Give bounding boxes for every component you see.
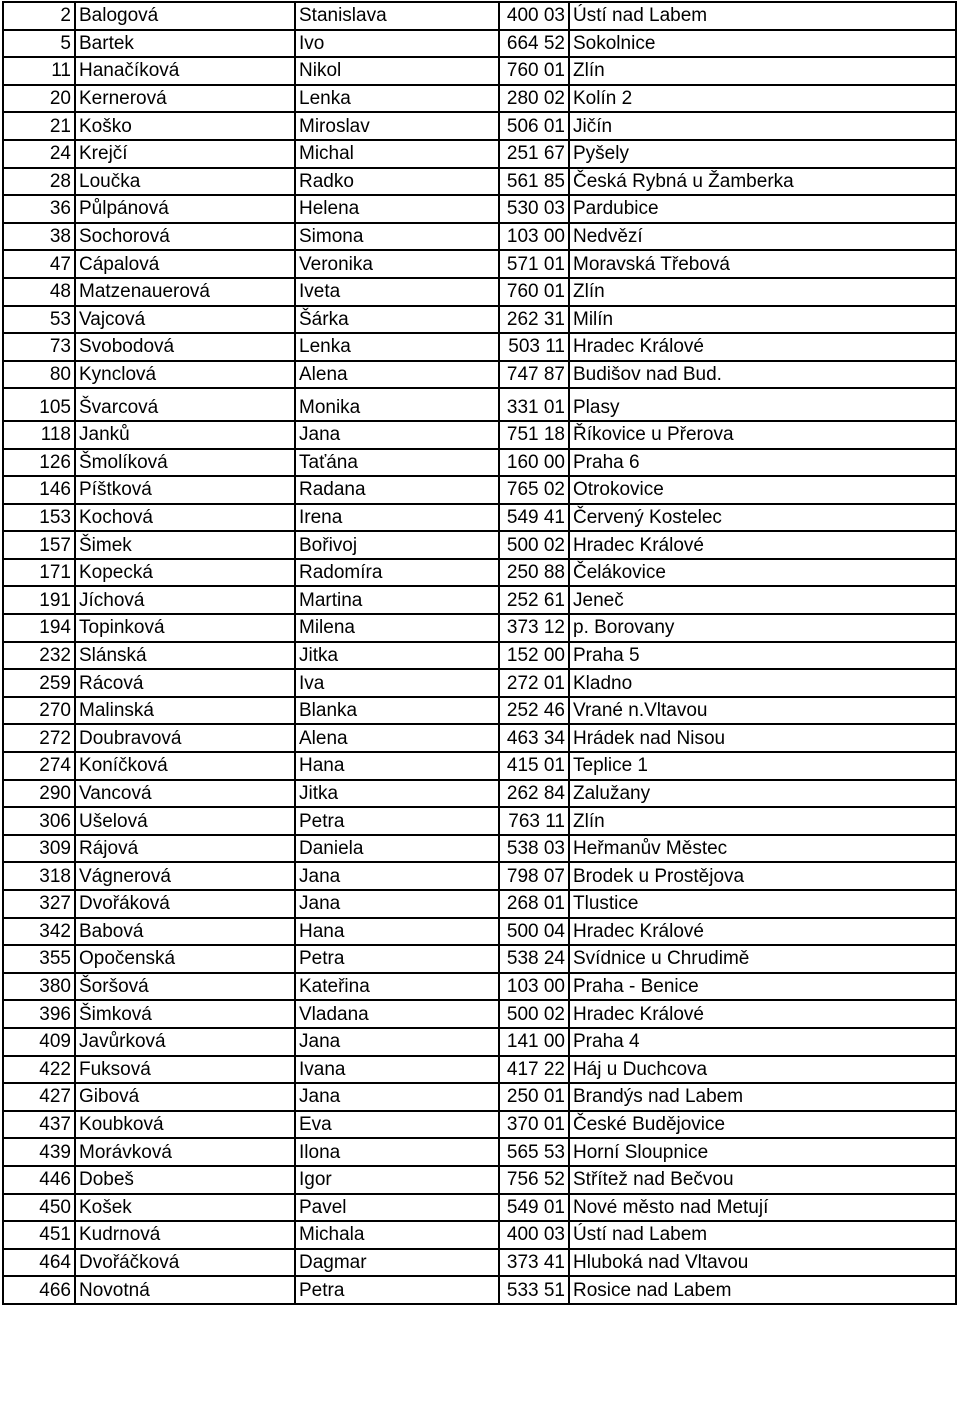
zip-code-cell: 250 88 [499,559,569,587]
surname-cell: Cápalová [75,250,295,278]
zip-code-cell: 331 01 [499,388,569,421]
first-name-cell: Kateřina [295,973,499,1001]
first-name-cell: Alena [295,724,499,752]
table-row [3,807,956,835]
surname-cell: Balogová [75,2,295,30]
table-row [3,1000,956,1028]
row-number-cell: 11 [3,57,75,85]
city-cell: Zlín [569,57,956,85]
zip-code-cell: 538 03 [499,835,569,863]
row-number-cell: 48 [3,278,75,306]
surname-cell: Píštková [75,476,295,504]
zip-code-cell: 533 51 [499,1276,569,1304]
first-name-cell: Bořivoj [295,531,499,559]
zip-code-cell: 417 22 [499,1056,569,1084]
row-number-cell: 191 [3,586,75,614]
zip-code-cell: 760 01 [499,57,569,85]
zip-code-cell: 538 24 [499,945,569,973]
row-number-cell: 36 [3,195,75,223]
city-cell: Ústí nad Labem [569,1221,956,1249]
city-cell: Tlustice [569,890,956,918]
row-number-cell: 451 [3,1221,75,1249]
participant-table-body [3,2,956,1304]
row-number-cell: 306 [3,807,75,835]
zip-code-cell: 747 87 [499,361,569,389]
zip-code-cell: 463 34 [499,724,569,752]
zip-code-cell: 373 41 [499,1249,569,1277]
city-cell: Ústí nad Labem [569,2,956,30]
row-number-cell: 327 [3,890,75,918]
city-cell: České Budějovice [569,1111,956,1139]
zip-code-cell: 152 00 [499,642,569,670]
zip-code-cell: 500 02 [499,531,569,559]
surname-cell: Švarcová [75,388,295,421]
first-name-cell: Lenka [295,85,499,113]
first-name-cell: Martina [295,586,499,614]
city-cell: Hluboká nad Vltavou [569,1249,956,1277]
zip-code-cell: 103 00 [499,223,569,251]
zip-code-cell: 160 00 [499,449,569,477]
row-number-cell: 24 [3,140,75,168]
city-cell: Sokolnice [569,30,956,58]
zip-code-cell: 370 01 [499,1111,569,1139]
first-name-cell: Hana [295,918,499,946]
city-cell: Nedvězí [569,223,956,251]
table-row [3,168,956,196]
zip-code-cell: 549 01 [499,1194,569,1222]
row-number-cell: 146 [3,476,75,504]
row-number-cell: 171 [3,559,75,587]
city-cell: Červený Kostelec [569,504,956,532]
zip-code-cell: 262 84 [499,780,569,808]
surname-cell: Koubková [75,1111,295,1139]
first-name-cell: Hana [295,752,499,780]
city-cell: Jičín [569,112,956,140]
row-number-cell: 53 [3,306,75,334]
city-cell: Kolín 2 [569,85,956,113]
surname-cell: Vágnerová [75,862,295,890]
zip-code-cell: 268 01 [499,890,569,918]
row-number-cell: 21 [3,112,75,140]
surname-cell: Šoršová [75,973,295,1001]
first-name-cell: Dagmar [295,1249,499,1277]
surname-cell: Vajcová [75,306,295,334]
zip-code-cell: 549 41 [499,504,569,532]
surname-cell: Bartek [75,30,295,58]
row-number-cell: 118 [3,421,75,449]
city-cell: Brodek u Prostějova [569,862,956,890]
table-row [3,918,956,946]
table-row [3,476,956,504]
zip-code-cell: 756 52 [499,1166,569,1194]
row-number-cell: 5 [3,30,75,58]
table-row [3,2,956,30]
city-cell: Heřmanův Městec [569,835,956,863]
surname-cell: Ušelová [75,807,295,835]
table-row [3,1194,956,1222]
first-name-cell: Ivo [295,30,499,58]
row-number-cell: 274 [3,752,75,780]
table-row [3,195,956,223]
first-name-cell: Taťána [295,449,499,477]
surname-cell: Hanačíková [75,57,295,85]
table-row [3,1111,956,1139]
city-cell: Teplice 1 [569,752,956,780]
surname-cell: Koško [75,112,295,140]
city-cell: Pardubice [569,195,956,223]
zip-code-cell: 798 07 [499,862,569,890]
zip-code-cell: 500 02 [499,1000,569,1028]
surname-cell: Košek [75,1194,295,1222]
first-name-cell: Milena [295,614,499,642]
city-cell: Zlín [569,807,956,835]
table-row [3,223,956,251]
table-row [3,697,956,725]
city-cell: Rosice nad Labem [569,1276,956,1304]
city-cell: Nové město nad Metují [569,1194,956,1222]
table-row [3,945,956,973]
zip-code-cell: 760 01 [499,278,569,306]
row-number-cell: 28 [3,168,75,196]
table-row [3,306,956,334]
surname-cell: Janků [75,421,295,449]
surname-cell: Topinková [75,614,295,642]
zip-code-cell: 251 67 [499,140,569,168]
table-row [3,752,956,780]
zip-code-cell: 751 18 [499,421,569,449]
first-name-cell: Blanka [295,697,499,725]
first-name-cell: Helena [295,195,499,223]
surname-cell: Vancová [75,780,295,808]
row-number-cell: 20 [3,85,75,113]
row-number-cell: 380 [3,973,75,1001]
first-name-cell: Nikol [295,57,499,85]
first-name-cell: Pavel [295,1194,499,1222]
row-number-cell: 427 [3,1083,75,1111]
row-number-cell: 318 [3,862,75,890]
table-row [3,835,956,863]
surname-cell: Gibová [75,1083,295,1111]
table-row [3,614,956,642]
row-number-cell: 290 [3,780,75,808]
table-row [3,1056,956,1084]
table-row [3,780,956,808]
table-row [3,642,956,670]
city-cell: Jeneč [569,586,956,614]
row-number-cell: 439 [3,1138,75,1166]
surname-cell: Rájová [75,835,295,863]
city-cell: Hradec Králové [569,918,956,946]
row-number-cell: 446 [3,1166,75,1194]
zip-code-cell: 272 01 [499,669,569,697]
zip-code-cell: 141 00 [499,1028,569,1056]
surname-cell: Dvořáčková [75,1249,295,1277]
first-name-cell: Vladana [295,1000,499,1028]
surname-cell: Babová [75,918,295,946]
first-name-cell: Petra [295,807,499,835]
first-name-cell: Petra [295,945,499,973]
first-name-cell: Ivana [295,1056,499,1084]
row-number-cell: 157 [3,531,75,559]
zip-code-cell: 503 11 [499,333,569,361]
row-number-cell: 396 [3,1000,75,1028]
surname-cell: Kynclová [75,361,295,389]
city-cell: Zlín [569,278,956,306]
surname-cell: Opočenská [75,945,295,973]
surname-cell: Malinská [75,697,295,725]
surname-cell: Dvořáková [75,890,295,918]
city-cell: Pyšely [569,140,956,168]
first-name-cell: Jana [295,862,499,890]
table-row [3,504,956,532]
city-cell: Česká Rybná u Žamberka [569,168,956,196]
row-number-cell: 80 [3,361,75,389]
city-cell: Horní Sloupnice [569,1138,956,1166]
table-row [3,669,956,697]
surname-cell: Doubravová [75,724,295,752]
zip-code-cell: 506 01 [499,112,569,140]
city-cell: Vrané n.Vltavou [569,697,956,725]
first-name-cell: Šárka [295,306,499,334]
zip-code-cell: 565 53 [499,1138,569,1166]
surname-cell: Loučka [75,168,295,196]
first-name-cell: Simona [295,223,499,251]
row-number-cell: 342 [3,918,75,946]
city-cell: Hrádek nad Nisou [569,724,956,752]
row-number-cell: 153 [3,504,75,532]
table-row [3,278,956,306]
row-number-cell: 422 [3,1056,75,1084]
surname-cell: Šimek [75,531,295,559]
zip-code-cell: 571 01 [499,250,569,278]
city-cell: Říkovice u Přerova [569,421,956,449]
row-number-cell: 309 [3,835,75,863]
first-name-cell: Radko [295,168,499,196]
city-cell: Háj u Duchcova [569,1056,956,1084]
table-row [3,112,956,140]
surname-cell: Sochorová [75,223,295,251]
first-name-cell: Irena [295,504,499,532]
table-row [3,1083,956,1111]
row-number-cell: 73 [3,333,75,361]
row-number-cell: 437 [3,1111,75,1139]
surname-cell: Rácová [75,669,295,697]
surname-cell: Kernerová [75,85,295,113]
row-number-cell: 464 [3,1249,75,1277]
table-row [3,250,956,278]
row-number-cell: 270 [3,697,75,725]
surname-cell: Jíchová [75,586,295,614]
city-cell: Budišov nad Bud. [569,361,956,389]
first-name-cell: Jana [295,1083,499,1111]
city-cell: Hradec Králové [569,531,956,559]
table-row [3,890,956,918]
table-row [3,140,956,168]
row-number-cell: 232 [3,642,75,670]
city-cell: Čelákovice [569,559,956,587]
surname-cell: Slánská [75,642,295,670]
row-number-cell: 47 [3,250,75,278]
row-number-cell: 272 [3,724,75,752]
surname-cell: Novotná [75,1276,295,1304]
zip-code-cell: 250 01 [499,1083,569,1111]
city-cell: Praha - Benice [569,973,956,1001]
city-cell: Milín [569,306,956,334]
city-cell: Plasy [569,388,956,421]
table-row [3,57,956,85]
first-name-cell: Jitka [295,780,499,808]
table-row [3,85,956,113]
table-row [3,333,956,361]
zip-code-cell: 252 46 [499,697,569,725]
city-cell: Svídnice u Chrudimě [569,945,956,973]
first-name-cell: Radana [295,476,499,504]
row-number-cell: 409 [3,1028,75,1056]
table-row [3,361,956,389]
first-name-cell: Lenka [295,333,499,361]
zip-code-cell: 530 03 [499,195,569,223]
city-cell: Střítež nad Bečvou [569,1166,956,1194]
first-name-cell: Jitka [295,642,499,670]
city-cell: Hradec Králové [569,333,956,361]
table-row [3,449,956,477]
row-number-cell: 105 [3,388,75,421]
city-cell: p. Borovany [569,614,956,642]
table-row [3,388,956,421]
first-name-cell: Monika [295,388,499,421]
city-cell: Otrokovice [569,476,956,504]
surname-cell: Morávková [75,1138,295,1166]
zip-code-cell: 252 61 [499,586,569,614]
first-name-cell: Petra [295,1276,499,1304]
surname-cell: Svobodová [75,333,295,361]
table-row [3,30,956,58]
first-name-cell: Daniela [295,835,499,863]
zip-code-cell: 262 31 [499,306,569,334]
row-number-cell: 38 [3,223,75,251]
surname-cell: Krejčí [75,140,295,168]
city-cell: Brandýs nad Labem [569,1083,956,1111]
table-row [3,973,956,1001]
city-cell: Kladno [569,669,956,697]
table-row [3,586,956,614]
table-row [3,1249,956,1277]
table-row [3,1028,956,1056]
zip-code-cell: 561 85 [499,168,569,196]
first-name-cell: Miroslav [295,112,499,140]
first-name-cell: Jana [295,421,499,449]
zip-code-cell: 373 12 [499,614,569,642]
first-name-cell: Igor [295,1166,499,1194]
table-row [3,559,956,587]
first-name-cell: Stanislava [295,2,499,30]
zip-code-cell: 400 03 [499,1221,569,1249]
first-name-cell: Alena [295,361,499,389]
row-number-cell: 194 [3,614,75,642]
row-number-cell: 126 [3,449,75,477]
first-name-cell: Eva [295,1111,499,1139]
table-row [3,1138,956,1166]
surname-cell: Půlpánová [75,195,295,223]
table-row [3,531,956,559]
city-cell: Zalužany [569,780,956,808]
zip-code-cell: 500 04 [499,918,569,946]
city-cell: Praha 5 [569,642,956,670]
surname-cell: Javůrková [75,1028,295,1056]
first-name-cell: Michala [295,1221,499,1249]
participant-table [2,1,957,1305]
surname-cell: Matzenauerová [75,278,295,306]
row-number-cell: 2 [3,2,75,30]
table-row [3,421,956,449]
first-name-cell: Michal [295,140,499,168]
row-number-cell: 466 [3,1276,75,1304]
row-number-cell: 355 [3,945,75,973]
first-name-cell: Iva [295,669,499,697]
zip-code-cell: 763 11 [499,807,569,835]
first-name-cell: Iveta [295,278,499,306]
row-number-cell: 450 [3,1194,75,1222]
table-row [3,1221,956,1249]
zip-code-cell: 765 02 [499,476,569,504]
surname-cell: Šimková [75,1000,295,1028]
surname-cell: Fuksová [75,1056,295,1084]
table-row [3,862,956,890]
zip-code-cell: 103 00 [499,973,569,1001]
first-name-cell: Ilona [295,1138,499,1166]
surname-cell: Koníčková [75,752,295,780]
first-name-cell: Jana [295,1028,499,1056]
surname-cell: Kochová [75,504,295,532]
zip-code-cell: 664 52 [499,30,569,58]
zip-code-cell: 280 02 [499,85,569,113]
surname-cell: Kopecká [75,559,295,587]
zip-code-cell: 415 01 [499,752,569,780]
row-number-cell: 259 [3,669,75,697]
first-name-cell: Veronika [295,250,499,278]
table-row [3,1166,956,1194]
surname-cell: Dobeš [75,1166,295,1194]
table-row [3,1276,956,1304]
city-cell: Praha 4 [569,1028,956,1056]
first-name-cell: Radomíra [295,559,499,587]
city-cell: Moravská Třebová [569,250,956,278]
first-name-cell: Jana [295,890,499,918]
city-cell: Praha 6 [569,449,956,477]
table-row [3,724,956,752]
surname-cell: Šmolíková [75,449,295,477]
city-cell: Hradec Králové [569,1000,956,1028]
zip-code-cell: 400 03 [499,2,569,30]
surname-cell: Kudrnová [75,1221,295,1249]
